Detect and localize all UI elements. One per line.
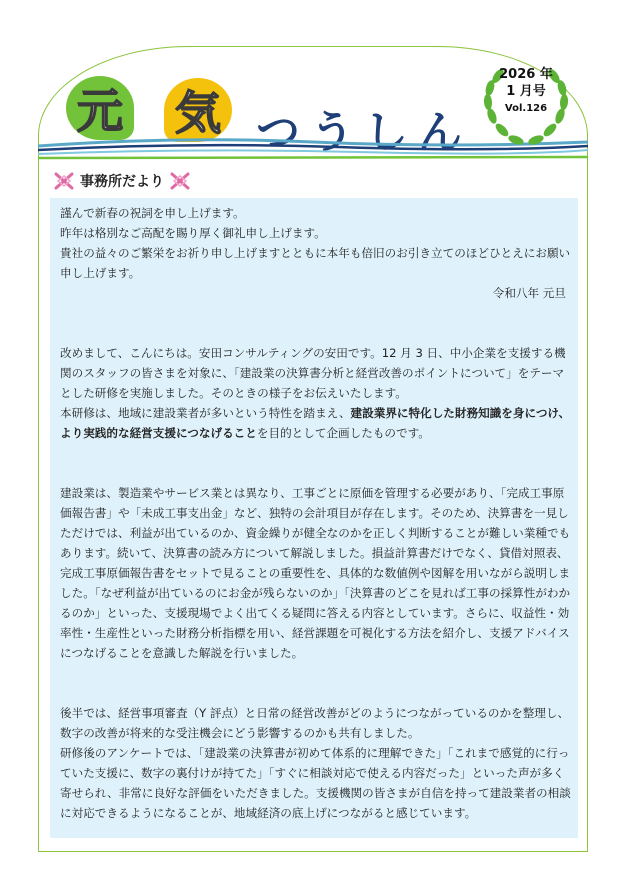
emphasis-text: 建設業界に特化した財務知識を身につけ、より実践的な経営支援につなげること [60, 406, 571, 440]
paragraph-4: 後半では、経営事項審査（Y 評点）と日常の経営改善がどのようにつながっているのかを整理し、数字の改善が将来的な受注機会にどう影響するのかも共有しました。 [60, 706, 570, 740]
article-body [60, 203, 572, 823]
section-header [54, 170, 190, 192]
greeting-line-1: 謹んで新春の祝詞を申し上げます。 [60, 206, 245, 220]
issue-info [478, 66, 574, 117]
ribbon-icon [54, 172, 74, 190]
issue-year: 2026 年 [499, 67, 553, 82]
title-char-ki: 気 [164, 78, 232, 142]
section-title: 事務所だより [80, 174, 164, 190]
title-kana: つうしん [256, 107, 472, 158]
paragraph-1: 改めまして、こんにちは。安田コンサルティングの安田です。12 月 3 日、中小企業を支援する機関のスタッフの皆さまを対象に、「建設業の決算書分析と経営改善のポイントについて」をテーマとした研修を実施しました。そのときの様子をお伝えいたします。 [60, 346, 566, 400]
issue-month: 1 月号 [506, 84, 546, 99]
greeting-line-2: 昨年は格別なご高配を賜り厚く御礼申し上げます。 [60, 226, 326, 240]
greeting-line-3: 貴社の益々のご繁栄をお祈り申し上げますとともに本年も倍旧のお引き立てのほどひとえにお願い申し上げます。 [60, 246, 571, 280]
paragraph-2: 本研修は、地域に建設業者が多いという特性を踏まえ、建設業界に特化した財務知識を身につけ、より実践的な経営支援につなげることを目的として企画したものです。 [60, 406, 571, 440]
paragraph-3: 建設業は、製造業やサービス業とは異なり、工事ごとに原価を管理する必要があり、「完成工事原価報告書」や「未成工事支出金」など、独特の会計項目が存在します。そのため、決算書を一見しただけでは、利益が出ているのか、資金繰りが健全なのかを正しく判断することが難しい業種でもあります。続いて、決算書の読み方について解説しました。損益計算書だけでなく、貸借対照表、完成工事原価報告書をセットで見ることの重要性を、具体的な数値例や図解を用いながら説明しました。「なぜ利益が出ているのにお金が残らないのか」「決算書のどこを見れば工事の採算性がわかるのか」といった、支援現場でよく出てくる疑問に答える内容としています。さらに、収益性・効率性・生産性といった財務分析指標を用い、経営課題を可視化する方法を紹介し、支援アドバイスにつなげることを意識した解説を行いました。 [60, 486, 571, 660]
title-char-gen: 元 [66, 76, 134, 140]
issue-volume: Vol.126 [504, 103, 548, 114]
ribbon-icon-right [170, 172, 190, 190]
paragraph-5: 研修後のアンケートでは、「建設業の決算書が初めて体系的に理解できた」「これまで感覚的に行っていた支援に、数字の裏付けが持てた」「すぐに相談対応で使える内容だった」といった声が多く寄せられ、非常に良好な評価をいただきました。支援機関の皆さまが自信を持って建設業者の相談に対応できるようになることが、地域経済の底上げにつながると感じています。 [60, 746, 571, 820]
greeting-date: 令和八年 元旦 [492, 286, 566, 300]
